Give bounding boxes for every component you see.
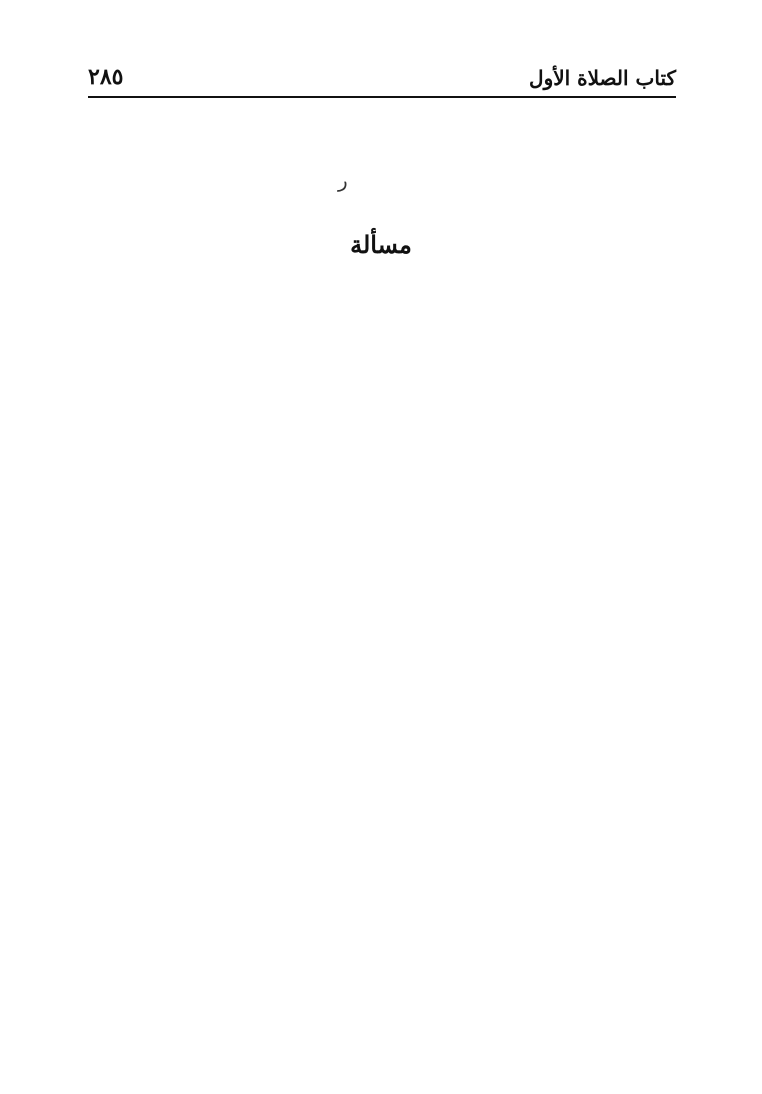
page-header	[88, 62, 676, 98]
running-title: كتاب الصلاة الأول	[529, 66, 676, 90]
margin-mark: ر	[338, 168, 348, 192]
section-heading: مسألة	[350, 230, 412, 259]
page-number: ٢٨٥	[88, 64, 124, 90]
